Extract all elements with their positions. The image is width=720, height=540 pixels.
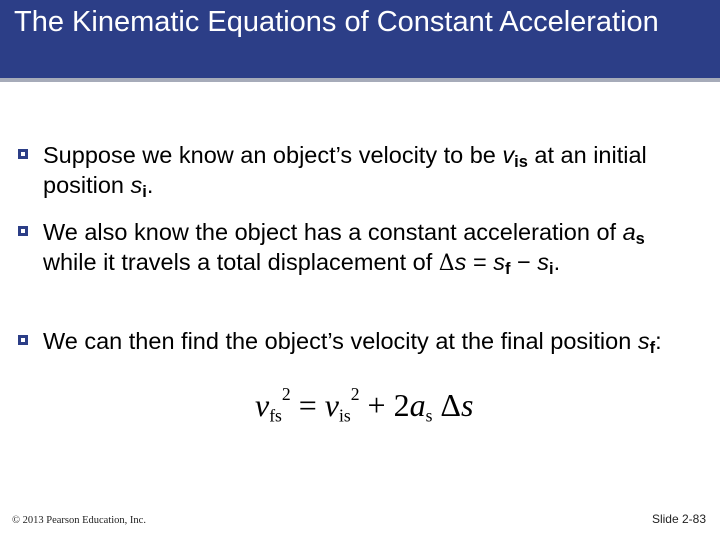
bullet-marker — [18, 149, 28, 159]
slide-number: Slide 2-83 — [651, 512, 706, 526]
bullet-marker — [18, 226, 28, 236]
copyright-notice: © 2013 Pearson Education, Inc. — [12, 515, 146, 526]
bullet-text-1: Suppose we know an object’s velocity to be $v_{is}$ at an initial position $s_i$. — [43, 142, 647, 202]
bullet-marker — [18, 335, 28, 345]
slide-title: The Kinematic Equations of Constant Acceleration — [14, 6, 659, 38]
velocity-equation: $v_{fs}^2 = v_{is}^2 + 2a_s$ Δs — [255, 384, 474, 426]
bullet-text-2: We also know the object has a constant acceleration of $a_s$ while it travels a total displacement of $\Delta s = s_f - s_i$. — [43, 219, 645, 279]
bullet-item-3 — [18, 326, 668, 356]
bullet-item-2 — [18, 217, 668, 279]
title-bar — [0, 0, 720, 82]
bullet-text-3: We can then find the object’s velocity at the final position $s_f$: — [43, 328, 662, 358]
bullet-item-1 — [18, 140, 668, 200]
